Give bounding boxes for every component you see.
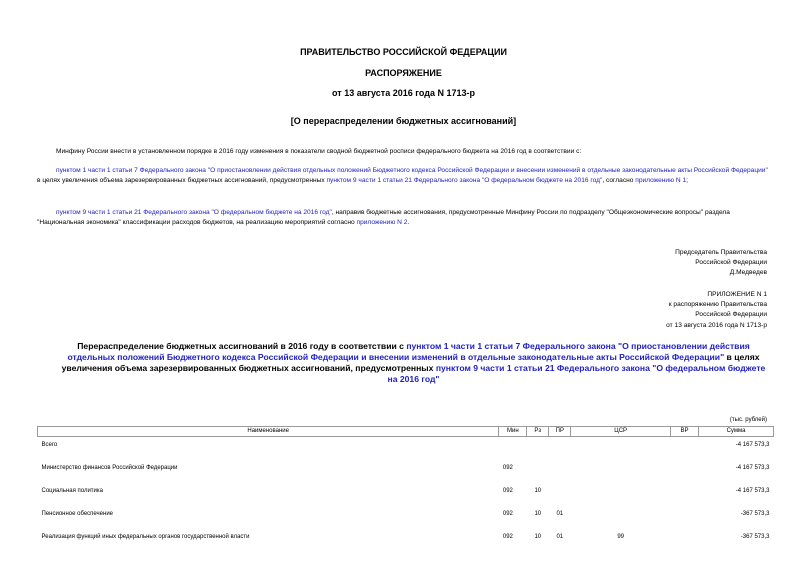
header-min: Мин [499, 427, 527, 437]
item2-text-1: , направив бюджетные ассигнования, предусмотренные Минфину России по подразделу "Общеэкономические вопросы" раздела "Национальная экономика" классификации расходов бюджетов, на реализацию мероприятий согласно [37, 209, 730, 226]
law-link-2[interactable]: пунктом 9 части 1 статьи 21 Федерального закона "О федеральном бюджете на 2016 год" [326, 176, 603, 184]
header-csr: ЦСР [571, 427, 671, 437]
row-vr [671, 529, 699, 552]
header-name: Наименование [38, 427, 499, 437]
law-link-1[interactable]: пунктом 1 части 1 статьи 7 Федерального закона "О приостановлении действия отдельных положений Бюджетного кодекса Российской Федерации и внесении изменений в отдельные законодательные акты Российской Федерации" [56, 167, 768, 174]
row-min [499, 437, 527, 461]
appendix-title [60, 341, 767, 385]
row-sum: -4 167 573,3 [735, 465, 770, 471]
row-vr [671, 506, 699, 529]
row-pr: 01 [556, 511, 564, 517]
item1-end: ; [686, 176, 688, 184]
row-csr [571, 437, 671, 461]
row-min: 092 [502, 465, 513, 471]
appendix-number: ПРИЛОЖЕНИЕ N 1 [707, 291, 767, 298]
header-rz: Рз [527, 427, 549, 437]
appendix-title-link-1[interactable]: пунктом 1 части 1 статьи 7 Федерального закона "О приостановлении действия отдельных положений Бюджетного кодекса Российской Федерации и внесении изменений в отдельные законодательные акты Российской Федерации" [67, 341, 750, 362]
appendix-2-link[interactable]: приложению N 2 [356, 218, 408, 226]
row-name: Всего [41, 442, 58, 448]
row-vr [671, 483, 699, 506]
table-row [38, 460, 774, 483]
row-min: 092 [502, 534, 513, 540]
item1-text-1: в целях увеличения объема зарезервированных бюджетных ассигнований, предусмотренных [37, 176, 327, 184]
row-pr [549, 483, 571, 506]
appendix-title-text-2: в целях увеличения объема зарезервированных бюджетных ассигнований, предусмотренных [61, 352, 760, 373]
row-pr: 01 [556, 534, 564, 540]
row-csr [571, 460, 671, 483]
row-csr [571, 483, 671, 506]
row-sum: -4 167 573,3 [735, 442, 770, 448]
row-csr: 99 [617, 534, 625, 540]
row-rz: 10 [534, 511, 542, 517]
row-sum: -4 167 573,3 [735, 488, 770, 494]
appendix-ref-2: Российской Федерации [695, 311, 767, 319]
intro-paragraph: Минфину России внести в установленном порядке в 2016 году изменения в показатели сводной бюджетной росписи федерального бюджета на 2016 год в соответствии с: [56, 148, 582, 155]
row-pr [549, 437, 571, 461]
signature-block [675, 248, 767, 279]
row-rz [527, 460, 549, 483]
header-sum: Сумма [699, 427, 774, 437]
item2-end: . [407, 218, 410, 226]
signature-position: Председатель Правительства [675, 249, 767, 256]
table-row [38, 529, 774, 552]
document-date-number: от 13 августа 2016 года N 1713-р [332, 88, 475, 98]
government-title: ПРАВИТЕЛЬСТВО РОССИЙСКОЙ ФЕДЕРАЦИИ [300, 47, 507, 57]
document-subject: [О перераспределении бюджетных ассигнований] [290, 116, 517, 126]
appendix-ref-3: от 13 августа 2016 года N 1713-р [666, 321, 767, 329]
row-name: Реализация функций иных федеральных органов государственной власти [41, 534, 250, 540]
appendix-title-text-1: Перераспределение бюджетных ассигнований в 2016 году в соответствии с [77, 341, 407, 351]
table-row [38, 483, 774, 506]
header-vr: ВР [671, 427, 699, 437]
document-type: РАСПОРЯЖЕНИЕ [365, 68, 442, 78]
appendix-ref-1: к распоряжению Правительства [668, 301, 767, 309]
row-rz: 10 [534, 534, 542, 540]
signature-country: Российской Федерации [695, 259, 767, 267]
row-pr [549, 460, 571, 483]
row-vr [671, 460, 699, 483]
row-csr [571, 506, 671, 529]
item2-paragraph [37, 208, 772, 227]
row-sum: -367 573,3 [740, 534, 770, 540]
item1-text-2: , согласно [602, 176, 636, 184]
item1-paragraph [37, 166, 772, 185]
row-sum: -367 573,3 [740, 511, 770, 517]
row-name: Социальная политика [41, 488, 103, 494]
budget-table [37, 426, 774, 552]
signature-name: Д.Медведев [729, 269, 767, 277]
table-row [38, 506, 774, 529]
appendix-block [666, 290, 767, 331]
row-min: 092 [502, 511, 513, 517]
row-min: 092 [502, 488, 513, 494]
appendix-title-link-2[interactable]: пунктом 9 части 1 статьи 21 Федерального закона "О федеральном бюджете на 2016 год" [387, 363, 766, 384]
row-name: Пенсионное обеспечение [41, 511, 114, 517]
row-vr [671, 437, 699, 461]
units-label: (тыс. рублей) [729, 417, 767, 423]
row-rz [527, 437, 549, 461]
appendix-1-link[interactable]: приложению N 1 [635, 176, 687, 184]
table-row [38, 437, 774, 461]
row-rz: 10 [534, 488, 542, 494]
header-pr: ПР [549, 427, 571, 437]
table-header-row [38, 427, 774, 437]
law-link-3[interactable]: пунктом 9 части 1 статьи 21 Федерального закона "О федеральном бюджете на 2016 год" [56, 209, 332, 216]
row-name: Министерство финансов Российской Федерации [41, 465, 178, 471]
